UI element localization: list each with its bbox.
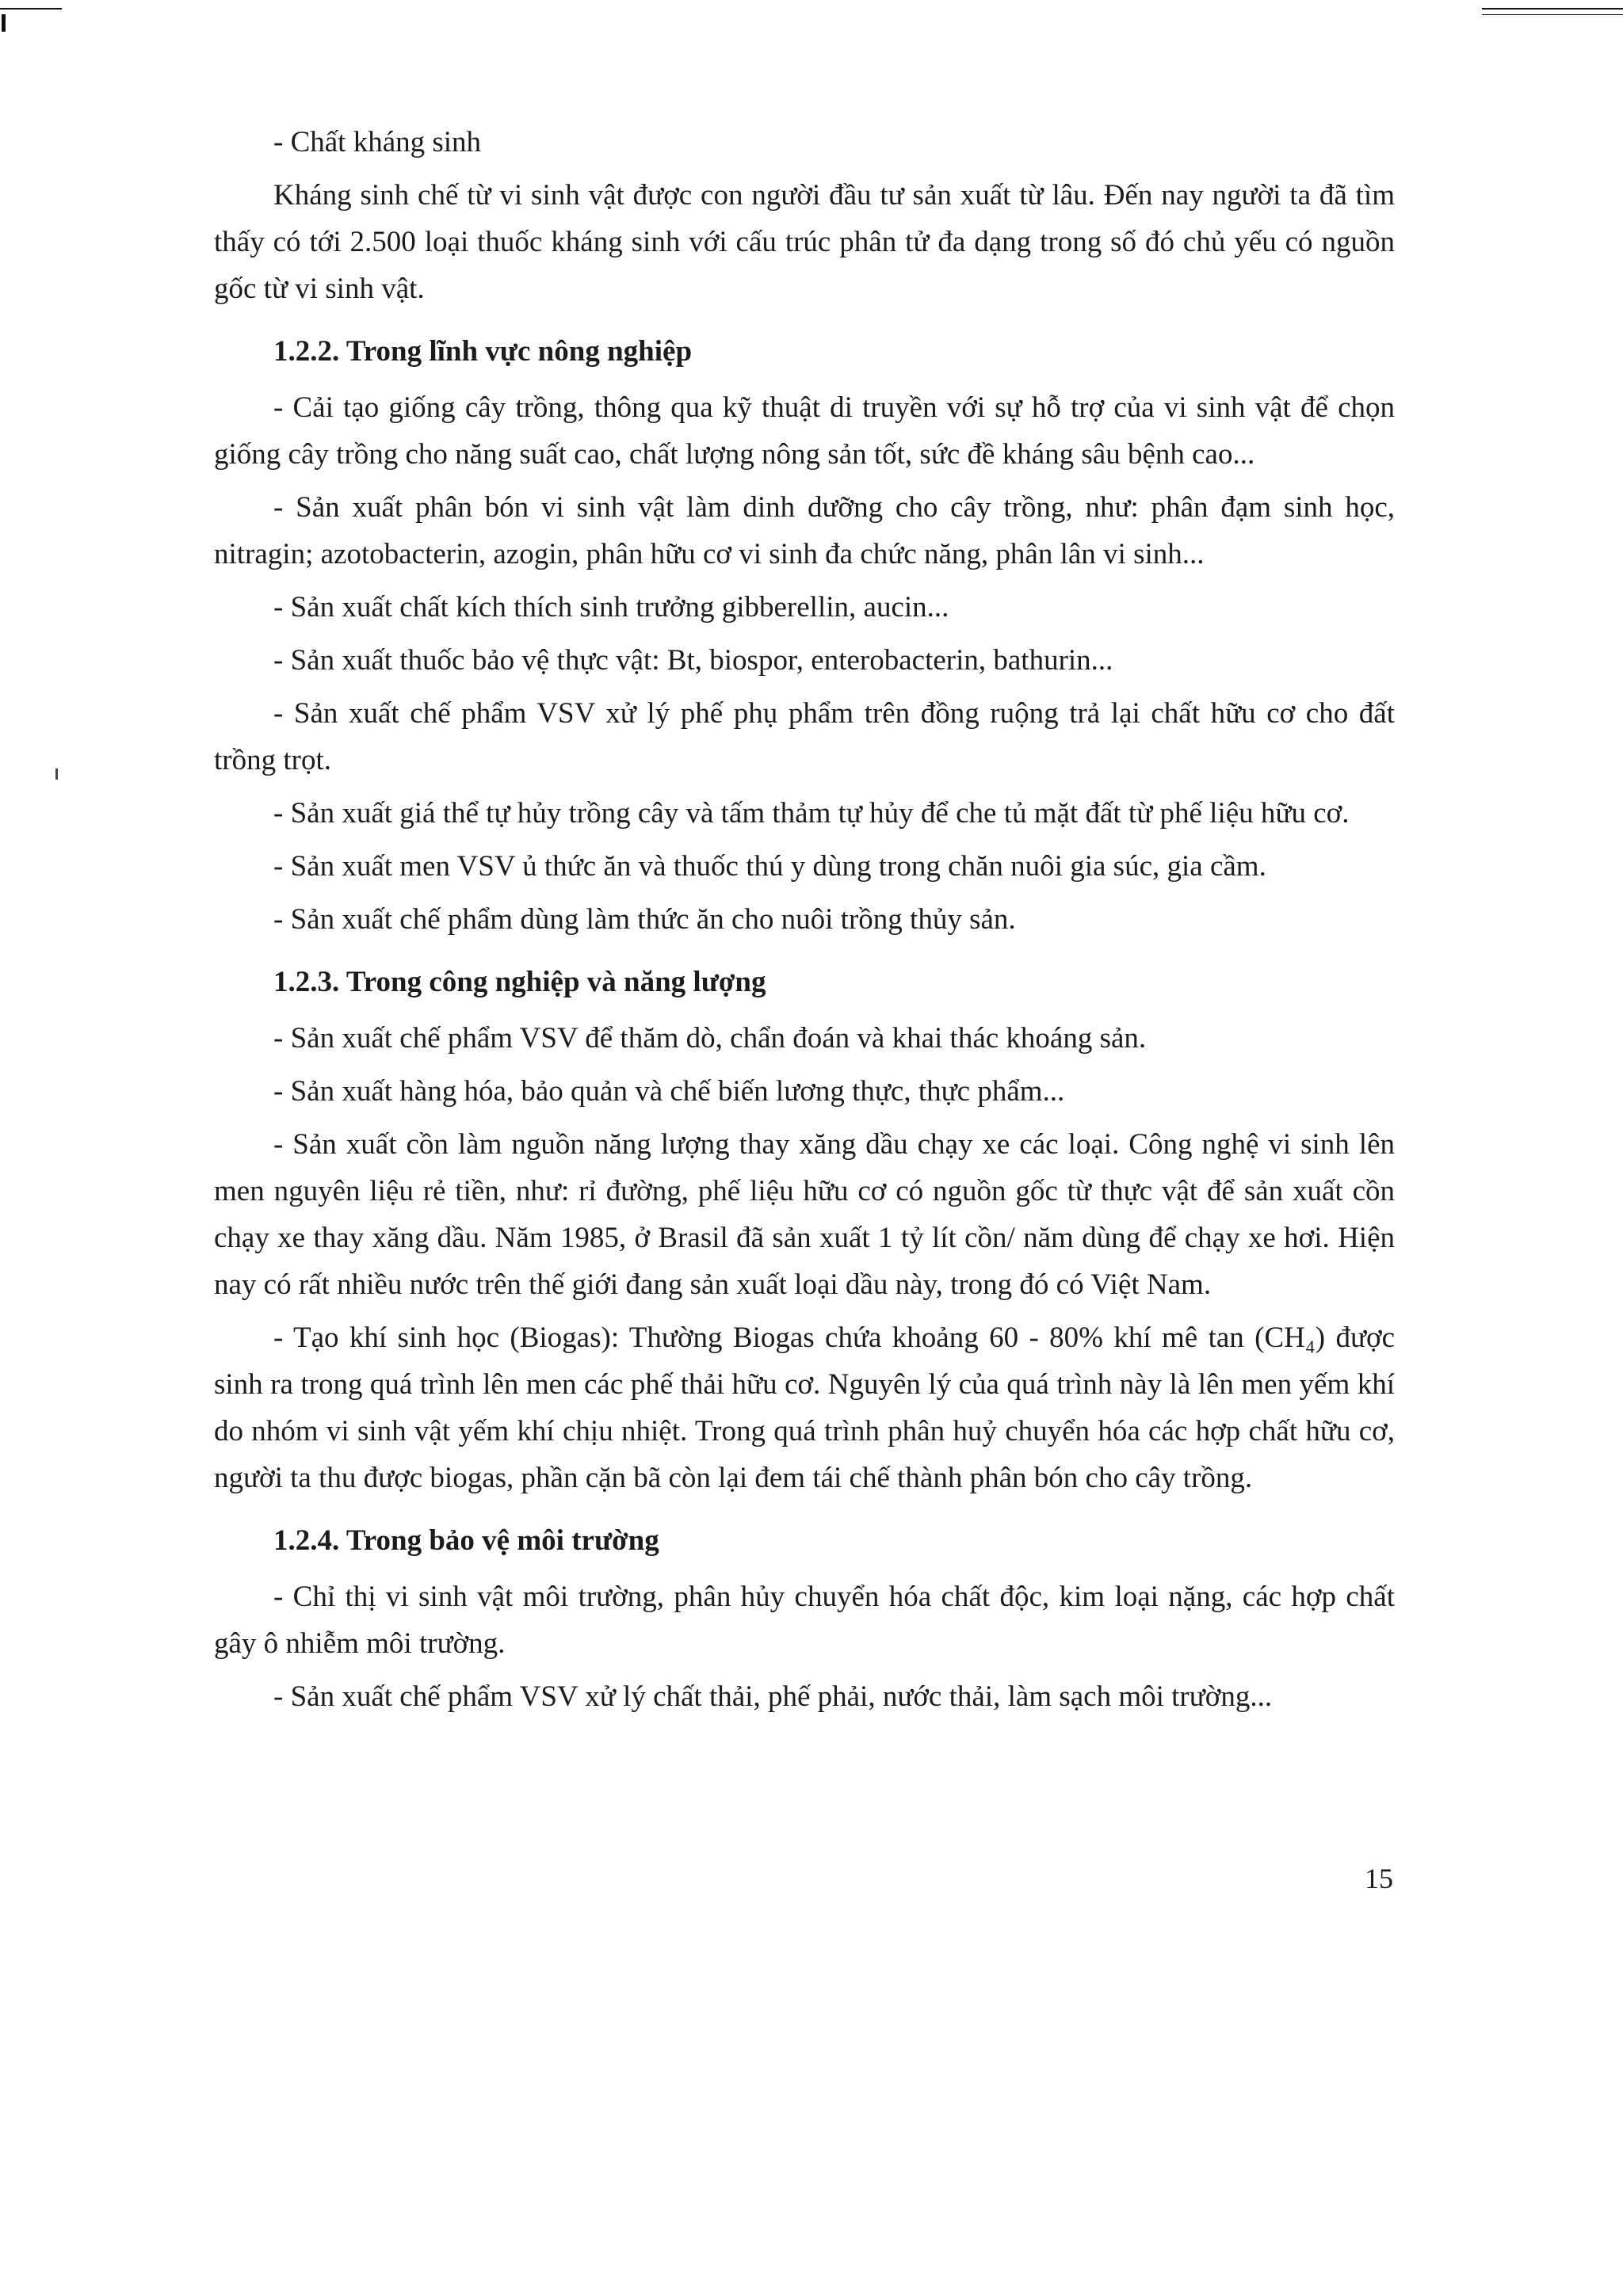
section-heading: 1.2.4. Trong bảo vệ môi trường: [273, 1524, 659, 1557]
paragraph: Kháng sinh chế từ vi sinh vật được con người đầu tư sản xuất từ lâu. Đến nay người ta đã tìm thấy có tới 2.500 loại thuốc kháng sinh với cấu trúc phân tử đa dạng trong số đó chủ yếu có nguồn gốc từ vi sinh vật.: [214, 179, 1395, 305]
section-heading: 1.2.2. Trong lĩnh vực nông nghiệp: [273, 335, 693, 368]
paragraph: - Sản xuất chất kích thích sinh trưởng gibberellin, aucin...: [273, 591, 949, 624]
scan-mark-top-right-line-2: [1482, 14, 1623, 15]
scan-mark-margin-tick: [55, 769, 58, 780]
paragraph: - Sản xuất hàng hóa, bảo quản và chế biến lương thực, thực phẩm...: [273, 1075, 1065, 1108]
paragraph: - Sản xuất chế phẩm VSV xử lý chất thải, phế phải, nước thải, làm sạch môi trường...: [273, 1680, 1273, 1713]
paragraph: - Tạo khí sinh học (Biogas): Thường Biogas chứa khoảng 60 - 80% khí mê tan (CH₄) được sinh ra trong quá trình lên men các phế thải hữu cơ. Nguyên lý của quá trình này là lên men yếm khí do nhóm vi sinh vật yếm khí chịu nhiệt. Trong quá trình phân huỷ chuyển hóa các hợp chất hữu cơ, người ta thu được biogas, phần cặn bã còn lại đem tái chế thành phân bón cho cây trồng.: [214, 1322, 1395, 1494]
page-body: [214, 119, 1395, 1726]
paragraph: - Cải tạo giống cây trồng, thông qua kỹ thuật di truyền với sự hỗ trợ của vi sinh vật để chọn giống cây trồng cho năng suất cao, chất lượng nông sản tốt, sức đề kháng sâu bệnh cao...: [214, 391, 1395, 471]
scan-mark-top-left-line: [0, 8, 62, 10]
scan-mark-top-left-dot: [2, 14, 6, 32]
paragraph: - Sản xuất phân bón vi sinh vật làm dinh dưỡng cho cây trồng, như: phân đạm sinh học, nitragin; azotobacterin, azogin, phân hữu cơ vi sinh đa chức năng, phân lân vi sinh...: [214, 491, 1395, 570]
section-heading: 1.2.3. Trong công nghiệp và năng lượng: [273, 966, 766, 998]
paragraph: - Sản xuất cồn làm nguồn năng lượng thay xăng dầu chạy xe các loại. Công nghệ vi sinh lên men nguyên liệu rẻ tiền, như: rỉ đường, phế liệu hữu cơ có nguồn gốc từ thực vật để sản xuất cồn chạy xe thay xăng dầu. Năm 1985, ở Brasil đã sản xuất 1 tỷ lít cồn/ năm dùng để chạy xe hơi. Hiện nay có rất nhiều nước trên thế giới đang sản xuất loại dầu này, trong đó có Việt Nam.: [214, 1128, 1395, 1301]
paragraph: - Sản xuất chế phẩm dùng làm thức ăn cho nuôi trồng thủy sản.: [273, 903, 1016, 936]
paragraph: - Sản xuất thuốc bảo vệ thực vật: Bt, biospor, enterobacterin, bathurin...: [273, 644, 1113, 677]
paragraph: - Sản xuất giá thể tự hủy trồng cây và tấm thảm tự hủy để che tủ mặt đất từ phế liệu hữu cơ.: [273, 797, 1350, 830]
paragraph: - Chất kháng sinh: [273, 126, 482, 158]
paragraph: - Sản xuất chế phẩm VSV xử lý phế phụ phẩm trên đồng ruộng trả lại chất hữu cơ cho đất trồng trọt.: [214, 697, 1395, 776]
paragraph: - Chỉ thị vi sinh vật môi trường, phân hủy chuyển hóa chất độc, kim loại nặng, các hợp chất gây ô nhiễm môi trường.: [214, 1581, 1395, 1660]
paragraph: - Sản xuất chế phẩm VSV để thăm dò, chẩn đoán và khai thác khoáng sản.: [273, 1022, 1147, 1055]
scan-mark-top-right-line: [1482, 8, 1623, 10]
page-number: 15: [1365, 1863, 1393, 1894]
paragraph: - Sản xuất men VSV ủ thức ăn và thuốc thú y dùng trong chăn nuôi gia súc, gia cầm.: [273, 850, 1266, 883]
